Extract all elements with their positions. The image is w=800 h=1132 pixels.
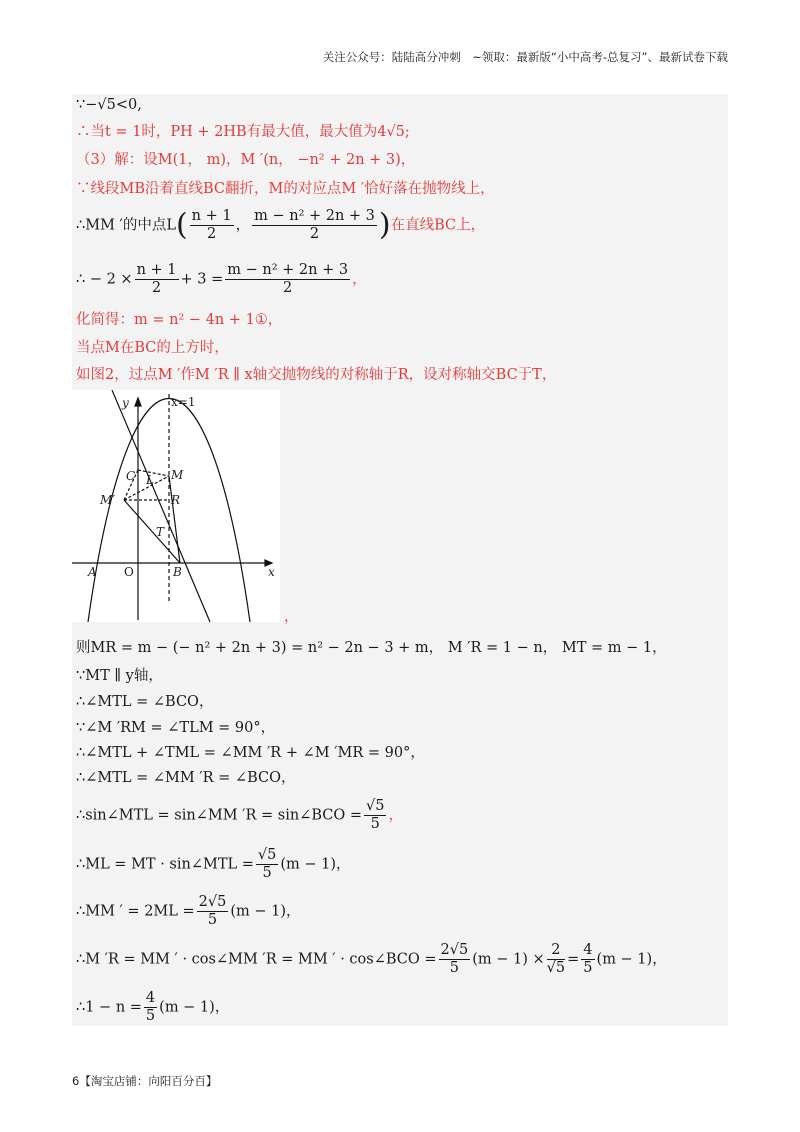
label-y: y xyxy=(122,396,129,410)
page-header: 关注公众号：陆陆高分冲刺 ~领取：最新版“小中高考-总复习”、最新试卷下载 xyxy=(322,50,728,64)
segment-mb xyxy=(169,476,180,563)
line-6: ∴ − 2 × $\frac{n + 1}{2}$ + 3 = $\frac{\text{m − n² + 2n + 3}}{2}$ ， xyxy=(76,262,367,296)
label-o: O xyxy=(124,565,134,579)
solution-panel xyxy=(72,94,728,1026)
figure-svg xyxy=(72,390,280,622)
line-11: ∵MT ∥ y轴， xyxy=(76,668,163,684)
frac-l6-2: $\frac{\text{m − n² + 2n + 3}}{2}$ xyxy=(227,262,349,296)
frac-l18: $\frac{2√5}{5}$ xyxy=(198,894,227,928)
label-x: x xyxy=(268,565,275,579)
line-16: ∴sin∠MTL = sin∠MM ′R = sin∠BCO = $\frac{√5}{5}$ ， xyxy=(76,798,403,832)
line-bc xyxy=(112,390,210,622)
figure-comma: ， xyxy=(284,609,299,625)
line-10: 则MR = m − (− n² + 2n + 3) = n² − 2n − 3 + m， M ′R = 1 − n， MT = m − 1， xyxy=(76,640,667,656)
line-8: 当点M在BC的上方时， xyxy=(76,340,229,356)
label-a: A xyxy=(88,565,97,579)
label-m: M xyxy=(171,468,184,482)
line-2: ∴当t = 1时，PH + 2HB有最大值，最大值为4√5; xyxy=(76,124,410,140)
line-1: ∵−√5<0, xyxy=(76,97,142,113)
frac-l20: $\frac{4}{5}$ xyxy=(145,990,156,1024)
line-3: （3）解：设M(1， m)，M ′(n， −n² + 2n + 3)， xyxy=(76,152,416,168)
line-13: ∵∠M ′RM = ∠TLM = 90°， xyxy=(76,720,276,736)
frac-l5-1: $\frac{n + 1}{2}$ xyxy=(191,208,232,242)
line-5: ∴MM ′的中点L( $\frac{n + 1}{2}$ ， $\frac{\text{m − n² + 2n + 3}}{2}$ )在直线BC上， xyxy=(76,207,486,243)
page-footer: 6【淘宝店铺：向阳百分百】 xyxy=(72,1074,218,1088)
line-4: ∵线段MB沿着直线BC翻折，M的对应点M ′恰好落在抛物线上， xyxy=(76,181,495,197)
frac-l19-1: $\frac{2√5}{5}$ xyxy=(440,942,469,976)
line-7: 化简得：m = n² − 4n + 1①， xyxy=(76,312,283,328)
label-axis-eq: x=1 xyxy=(171,395,196,409)
parabola-figure xyxy=(72,390,280,622)
line-5-pre: ∴MM ′的中点L xyxy=(76,217,176,234)
label-b: B xyxy=(173,565,182,579)
line-9: 如图2，过点M ′作M ′R ∥ x轴交抛物线的对称轴于R，设对称轴交BC于T， xyxy=(76,367,557,383)
frac-l6-1: $\frac{n + 1}{2}$ xyxy=(136,262,177,296)
frac-l19-2: $\frac{2}{√5}$ xyxy=(546,942,566,976)
line-20: ∴1 − n = $\frac{4}{5}$ (m − 1)， xyxy=(76,990,230,1024)
line-12: ∴∠MTL = ∠BCO， xyxy=(76,694,214,710)
label-mprime: M′ xyxy=(100,493,116,507)
line-15: ∴∠MTL = ∠MM ′R = ∠BCO， xyxy=(76,770,296,786)
frac-l17: $\frac{√5}{5}$ xyxy=(257,847,277,881)
line-17: ∴ML = MT · sin∠MTL = $\frac{√5}{5}$ (m − 1)， xyxy=(76,847,351,881)
label-r: R xyxy=(171,493,181,507)
line-5-post: 在直线BC上， xyxy=(390,217,486,234)
frac-l16: $\frac{√5}{5}$ xyxy=(366,798,385,832)
label-c: C xyxy=(126,469,136,483)
frac-l5-2: $\frac{\text{m − n² + 2n + 3}}{2}$ xyxy=(254,208,375,242)
line-18: ∴MM ′ = 2ML = $\frac{2√5}{5}$ (m − 1)， xyxy=(76,894,301,928)
y-axis-arrow xyxy=(135,398,141,406)
line-19: ∴M ′R = MM ′ · cos∠MM ′R = MM ′ · cos∠BCO = $\frac{2√5}{5}$ (m − 1) × $\frac{2}{√5}$ = $\frac{4}{5}$ (m − 1)， xyxy=(76,942,667,976)
frac-l19-3: $\frac{4}{5}$ xyxy=(583,942,593,976)
line-14: ∴∠MTL + ∠TML = ∠MM ′R + ∠M ′MR = 90°， xyxy=(76,745,425,761)
label-l: L xyxy=(146,473,154,487)
label-t: T xyxy=(156,525,165,539)
